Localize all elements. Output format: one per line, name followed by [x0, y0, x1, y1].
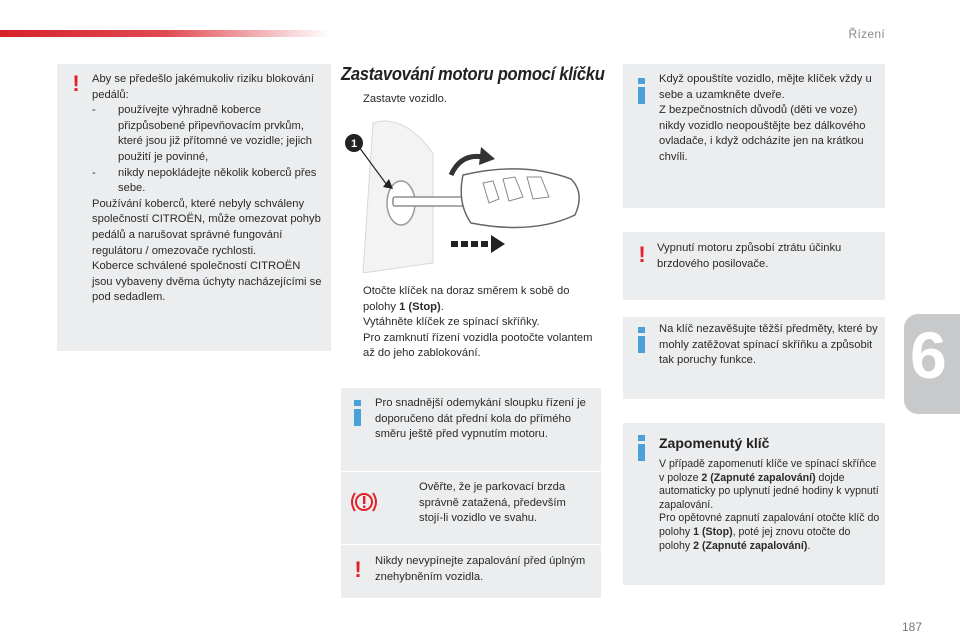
key-info-p1: Když opouštíte vozidlo, mějte klíček vždy u sebe a uzamkněte dveře. — [659, 73, 872, 101]
parking-brake-icon — [349, 490, 379, 514]
info-icon — [635, 327, 649, 353]
callout-number: 1 — [350, 138, 358, 150]
forgotten-key-text — [659, 458, 881, 553]
step-item — [341, 284, 596, 315]
forgotten-key-p2: Pro opětovné zapnutí zapalování otočte klíč do polohy 1 (Stop), poté jej znovu otočte do polohy 2 (Zapnuté zapalování). — [659, 512, 880, 552]
info-icon — [635, 435, 649, 461]
forgotten-key-content — [659, 435, 881, 553]
exclamation-warning-icon: ! — [638, 242, 646, 267]
key-turn-illustration — [343, 113, 591, 273]
step-item — [341, 331, 596, 362]
forgotten-key-title: Zapomenutý klíč — [659, 435, 770, 451]
pedal-warning-box — [57, 64, 331, 351]
info-icon — [351, 400, 365, 426]
brake-booster-warning-box — [623, 232, 885, 300]
step-text-end: . — [440, 300, 444, 313]
parking-brake-text — [397, 480, 593, 527]
pedal-warning-body: Používání koberců, které nebyly schváleny společností CITROËN, může omezovat pohyb pedálů a narušovat správné fungování regulátoru / omezovače rychlosti. — [92, 197, 321, 257]
key-info-text — [659, 72, 877, 166]
pull-out-arrow — [451, 235, 505, 253]
dash-marker: - — [92, 166, 96, 179]
exclamation-warning-icon: ! — [72, 71, 80, 96]
steering-info-box — [341, 388, 601, 471]
chapter-number: 6 — [910, 318, 947, 392]
pedal-warning-text — [92, 72, 322, 306]
step-stop-vehicle — [341, 92, 596, 108]
ignition-warning-text: Nikdy nevypínejte zapalování před úplným znehybněním vozidla. — [375, 555, 586, 583]
step-text: Vytáhněte klíček ze spínací skříňky. — [363, 316, 540, 329]
step-text: Pro zamknutí řízení vozidla pootočte volantem až do jeho zablokování. — [363, 331, 593, 360]
key-info-box — [623, 64, 885, 208]
parking-brake-step: Ověřte, že je parkovací brzda správně zatažená, především stojí-li vozidlo ve svahu. — [419, 481, 566, 525]
pedal-warning-item-text: nikdy nepokládejte několik koberců přes sebe. — [118, 166, 317, 195]
step-bold: 1 (Stop) — [399, 300, 441, 313]
step-text: Otočte klíček na doraz směrem k sobě do polohy — [363, 285, 570, 313]
step-item — [341, 315, 596, 331]
page-number: 187 — [901, 620, 922, 634]
step-text: Zastavte vozidlo. — [363, 93, 447, 105]
pedal-warning-item — [92, 103, 322, 165]
pedal-warning-item — [92, 166, 322, 197]
key-weight-text: Na klíč nezavěšujte těžší předměty, které by mohly zatěžovat spínací skříňku a způsobit tak poruchy funkce. — [659, 323, 878, 367]
section-title: Řízení — [848, 27, 885, 41]
section-heading: Zastavování motoru pomocí klíčku — [341, 64, 605, 84]
ignition-warning-box — [341, 545, 601, 598]
pedal-warning-body-2: Koberce schválené společností CITROËN jsou vybaveny dvěma úchyty nacházejícími se pod sedadlem. — [92, 260, 322, 304]
info-icon — [635, 78, 649, 104]
stop-steps-list — [341, 284, 596, 362]
dash-marker: - — [92, 104, 96, 117]
pedal-warning-item-text: používejte výhradně koberce přizpůsobené připevňovacím prvkům, které jsou již přítomné ve vozidle; jejich použití je povinné, — [118, 104, 313, 163]
forgotten-key-p1: V případě zapomenutí klíče ve spínací skříňce v poloze 2 (Zapnuté zapalování) dojde automaticky po uplynutí jedné hodiny k vypnutí zapalování. — [659, 458, 879, 511]
forgotten-key-box — [623, 423, 885, 585]
key-info-p2: Z bezpečnostních důvodů (děti ve voze) nikdy vozidlo neopouštějte bez dálkového ovladače, i když odcházíte jen na krátkou chvíli. — [659, 104, 866, 163]
steering-info-text: Pro snadnější odemykání sloupku řízení je doporučeno dát přední kola do přímého směru ještě před vypnutím motoru. — [375, 397, 586, 441]
chapter-tab — [904, 314, 960, 414]
key-weight-info-box — [623, 317, 885, 399]
exclamation-warning-icon: ! — [354, 557, 362, 582]
parking-brake-box — [341, 472, 601, 544]
brake-booster-text: Vypnutí motoru způsobí ztrátu účinku brzdového posilovače. — [657, 242, 842, 270]
header-accent-bar — [0, 30, 330, 37]
pedal-warning-intro: Aby se předešlo jakémukoliv riziku blokování pedálů: — [92, 73, 314, 101]
